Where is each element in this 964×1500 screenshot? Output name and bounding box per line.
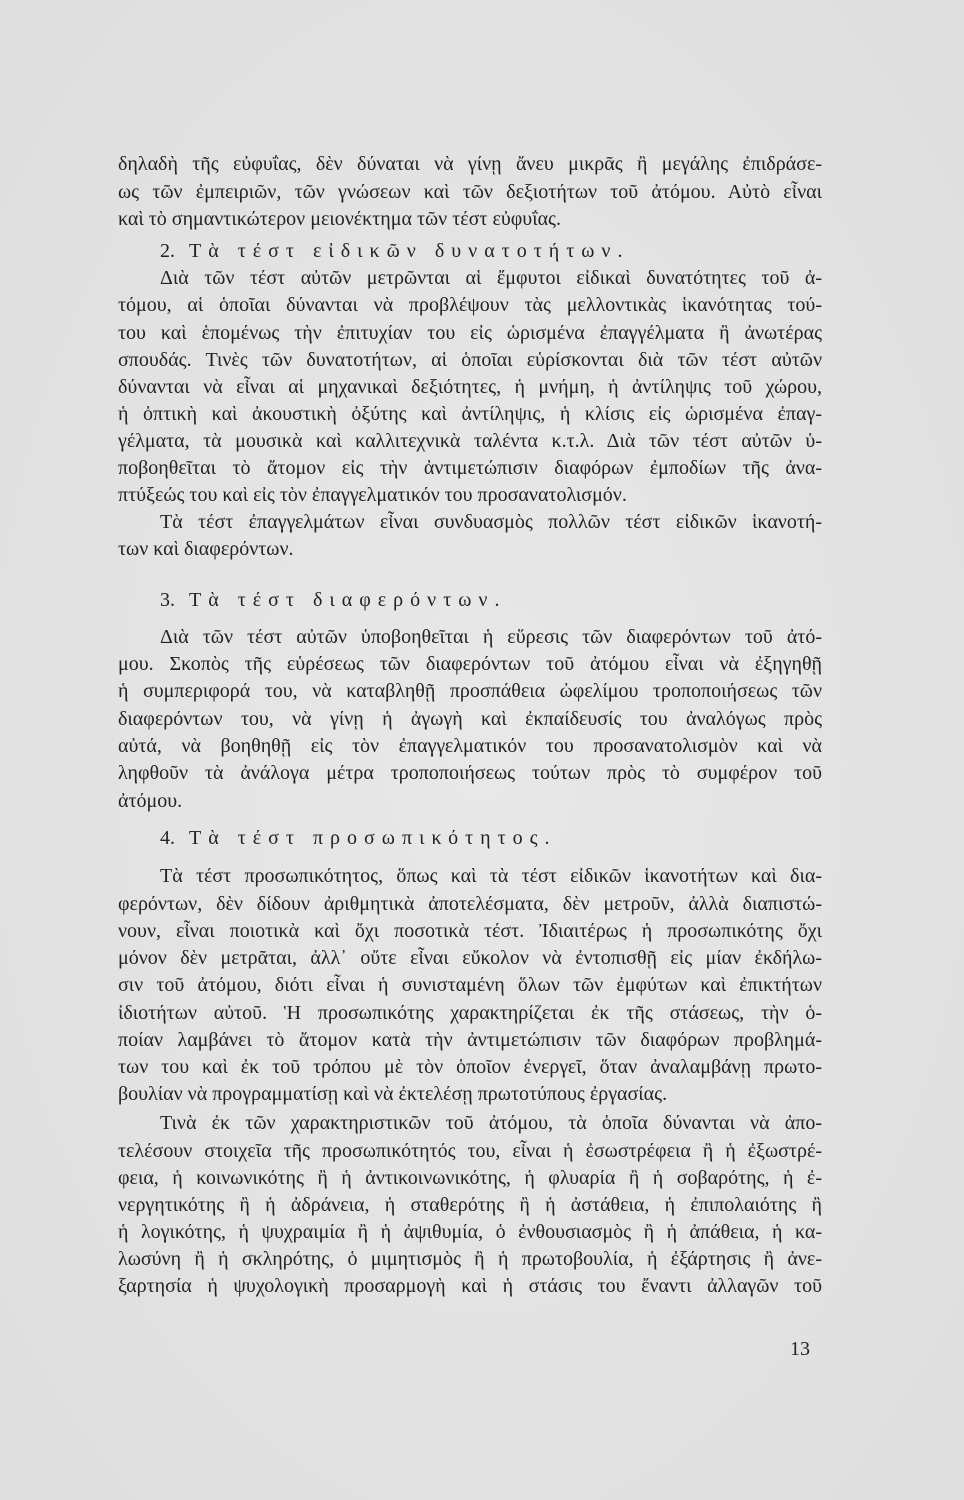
text-line: ἰδιοτήτων αὐτοῦ. Ἡ προσωπικότης χαρακτηρίζεται ἐκ τῆς στάσεως, τὴν ὁ-: [118, 1002, 822, 1024]
section-heading: [160, 826, 557, 850]
text-line: ἡ λογικότης, ἡ ψυχραιμία ἢ ἡ ἀψιθυμία, ὁ ἐνθουσιασμὸς ἢ ἡ ἀπάθεια, ἡ κα-: [118, 1221, 822, 1243]
section-heading: [160, 239, 629, 263]
text-line: Τὰ τέστ ἐπαγγελμάτων εἶναι συνδυασμὸς πολλῶν τέστ εἰδικῶν ἱκανοτή-: [160, 511, 822, 533]
text-line: σπουδάς. Τινὲς τῶν δυνατοτήτων, αἱ ὁποῖαι εὑρίσκονται διὰ τῶν τέστ αὐτῶν: [118, 349, 822, 371]
text-line: του καὶ ἑπομένως τὴν ἐπιτυχίαν του εἰς ὡρισμένα ἐπαγγέλματα ἢ ἀνωτέρας: [118, 322, 822, 344]
text-line: Διὰ τῶν τέστ αὐτῶν ὑποβοηθεῖται ἡ εὕρεσις τῶν διαφερόντων τοῦ ἀτό-: [160, 626, 822, 648]
section-title: Τὰ τέστ προσωπικότητος.: [189, 827, 557, 849]
text-line: ποβοηθεῖται τὸ ἄτομον εἰς τὴν ἀντιμετώπισιν διαφόρων ἐμποδίων τῆς ἀνα-: [118, 457, 822, 479]
text-line: δηλαδὴ τῆς εὐφυΐας, δὲν δύναται νὰ γίνῃ ἄνευ μικρᾶς ἢ μεγάλης ἐπιδράσε-: [118, 153, 822, 175]
page-number: 13: [790, 1338, 810, 1360]
text-line: γέλματα, τὰ μουσικὰ καὶ καλλιτεχνικὰ ταλέντα κ.τ.λ. Διὰ τῶν τέστ αὐτῶν ὑ-: [118, 430, 822, 452]
text-line: πτύξεώς του καὶ εἰς τὸν ἐπαγγελματικόν του προσανατολισμόν.: [118, 484, 627, 506]
section-title: Τὰ τέστ διαφερόντων.: [189, 589, 507, 611]
text-line: Τινὰ ἐκ τῶν χαρακτηριστικῶν τοῦ ἀτόμου, τὰ ὁποῖα δύνανται νὰ ἀπο-: [160, 1112, 822, 1134]
text-line: σιν τοῦ ἀτόμου, διότι εἶναι ἡ συνισταμένη ὅλων τῶν ἐμφύτων καὶ ἐπικτήτων: [118, 974, 822, 996]
text-line: ἡ συμπεριφορά του, νὰ καταβληθῇ προσπάθεια ὠφελίμου τροποποιήσεως τῶν: [118, 680, 822, 702]
text-line: ληφθοῦν τὰ ἀνάλογα μέτρα τροποποιήσεως τούτων πρὸς τὸ συμφέρον τοῦ: [118, 762, 822, 784]
text-line: φεια, ἡ κοινωνικότης ἢ ἡ ἀντικοινωνικότης, ἡ φλυαρία ἢ ἡ σοβαρότης, ἡ ἐ-: [118, 1167, 822, 1189]
text-line: λωσύνη ἢ ἡ σκληρότης, ὁ μιμητισμὸς ἢ ἡ πρωτοβουλία, ἡ ἐξάρτησις ἢ ἀνε-: [118, 1248, 822, 1270]
text-line: ποίαν λαμβάνει τὸ ἄτομον κατὰ τὴν ἀντιμετώπισιν τῶν διαφόρων προβλημά-: [118, 1029, 822, 1051]
section-title: Τὰ τέστ εἰδικῶν δυνατοτήτων.: [189, 240, 630, 262]
text-line: τόμου, αἱ ὁποῖαι δύνανται νὰ προβλέψουν τὰς μελλοντικὰς ἱκανότητας τού-: [118, 294, 822, 316]
text-line: Τὰ τέστ προσωπικότητος, ὅπως καὶ τὰ τέστ εἰδικῶν ἱκανοτήτων καὶ δια-: [160, 865, 822, 887]
text-line: μου. Σκοπὸς τῆς εὑρέσεως τῶν διαφερόντων τοῦ ἀτόμου εἶναι νὰ ἐξηγηθῇ: [118, 653, 822, 675]
text-line: φερόντων, δὲν δίδουν ἀριθμητικὰ ἀποτελέσματα, δὲν μετροῦν, ἀλλὰ διαπιστώ-: [118, 893, 822, 915]
text-line: ξαρτησία ἡ ψυχολογικὴ προσαρμογὴ καὶ ἡ στάσις του ἔναντι ἀλλαγῶν τοῦ: [118, 1275, 822, 1297]
section-heading: [160, 588, 506, 612]
text-line: ἡ ὀπτικὴ καὶ ἀκουστικὴ ὀξύτης καὶ ἀντίληψις, ἡ κλίσις εἰς ὡρισμένα ἐπαγ-: [118, 403, 822, 425]
text-line: δύνανται νὰ εἶναι αἱ μηχανικαὶ δεξιότητες, ἡ μνήμη, ἡ ἀντίληψις τοῦ χώρου,: [118, 376, 822, 398]
text-line: τελέσουν στοιχεῖα τῆς προσωπικότητός του, εἶναι ἡ ἐσωστρέφεια ἢ ἡ ἐξωστρέ-: [118, 1140, 822, 1162]
text-line: νουν, εἶναι ποιοτικὰ καὶ ὄχι ποσοτικὰ τέστ. Ἰδιαιτέρως ἡ προσωπικότης ὄχι: [118, 920, 822, 942]
text-line: βουλίαν νὰ προγραμματίσῃ καὶ νὰ ἐκτελέσῃ πρωτοτύπους ἐργασίας.: [118, 1083, 668, 1105]
section-number: 3.: [160, 589, 175, 611]
text-line: αὐτά, νὰ βοηθηθῇ εἰς τὸν ἐπαγγελματικόν του προσανατολισμὸν καὶ νὰ: [118, 735, 822, 757]
text-line: των του καὶ ἐκ τοῦ τρόπου μὲ τὸν ὁποῖον ἐνεργεῖ, ὅταν ἀναλαμβάνῃ πρωτο-: [118, 1056, 822, 1078]
text-line: διαφερόντων του, νὰ γίνῃ ἡ ἀγωγὴ καὶ ἐκπαίδευσίς του ἀναλόγως πρὸς: [118, 708, 822, 730]
text-line: μόνον δὲν μετρᾶται, ἀλλ᾽ οὔτε εἶναι εὔκολον νὰ ἐντοπισθῇ εἰς μίαν ἐκδήλω-: [118, 947, 822, 969]
text-line: νεργητικότης ἢ ἡ ἀδράνεια, ἡ σταθερότης ἢ ἡ ἀστάθεια, ἡ ἐπιπολαιότης ἢ: [118, 1194, 822, 1216]
section-number: 2.: [160, 240, 175, 262]
text-line: ἀτόμου.: [118, 790, 183, 812]
text-line: καὶ τὸ σημαντικώτερον μειονέκτημα τῶν τέστ εὐφυΐας.: [118, 208, 561, 230]
text-line: των καὶ διαφερόντων.: [118, 538, 294, 560]
text-line: Διὰ τῶν τέστ αὐτῶν μετρῶνται αἱ ἔμφυτοι εἰδικαὶ δυνατότητες τοῦ ἀ-: [160, 267, 822, 289]
section-number: 4.: [160, 827, 175, 849]
text-line: ως τῶν ἐμπειριῶν, τῶν γνώσεων καὶ τῶν δεξιοτήτων τοῦ ἀτόμου. Αὐτὸ εἶναι: [118, 181, 822, 203]
